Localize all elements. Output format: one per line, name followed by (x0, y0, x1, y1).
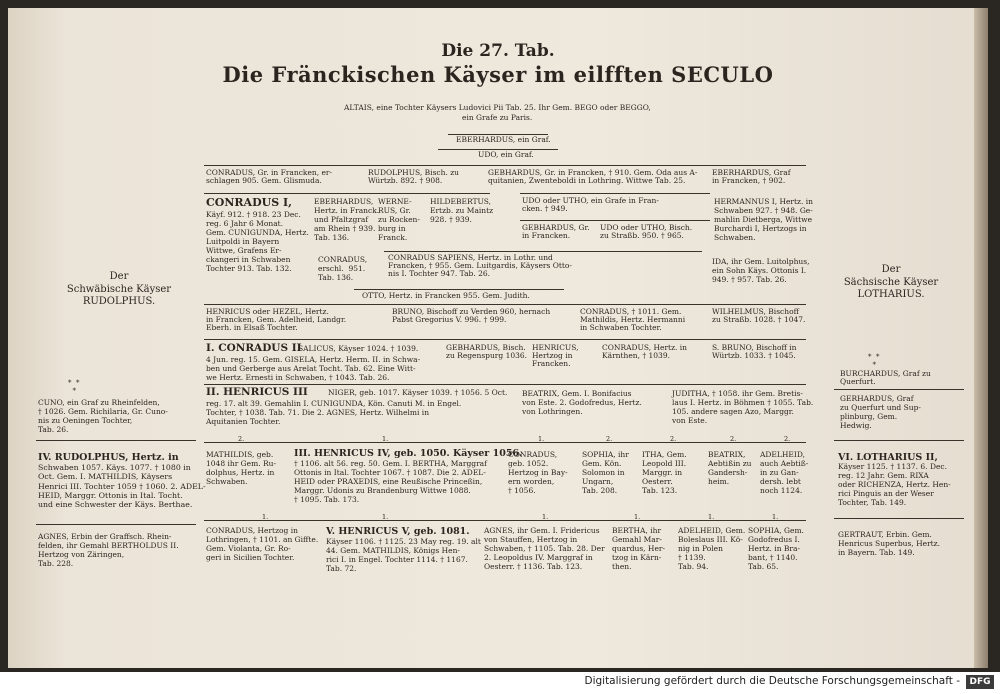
left-side-label: Der Schwäbische Käyser RUDOLPHUS. (66, 271, 172, 307)
beatrix-i: BEATRIX, Gem. I. Bonifacius von Este. 2. Godofredus, Hertz. von Lothringen. (522, 389, 642, 416)
row4-sophia: SOPHIA, ihr Gem. Kön. Solomon in Ungarn, Tab. 208. (582, 450, 629, 495)
row4-itha: ITHA, Gem. Leopold III. Marggr. in Oesterr. Tab. 123. (642, 450, 687, 495)
udo-iii: UDO oder UTHO, Bisch. zu Straßb. 950. † 965. (600, 223, 693, 241)
row5-conradus: CONRADUS, Hertzog in Lothringen, † 1101. an Giffte. Gem. Violanta, Gr. Ro- geri in Sicilien Tochter. (206, 526, 319, 562)
row1-rudolphus: RUDOLPHUS, Bisch. zu Würtzb. 892. † 908. (368, 168, 459, 186)
conradus-1011: CONRADUS, † 1011. Gem. Mathildis, Hertz. Hermanni in Schwaben Tochter. (580, 307, 686, 333)
juditha: JUDITHA, † 1058. ihr Gem. Bretis- laus I. Hertz. in Böhmen † 1055. Tab. 105. andere sagen Azo, Marggr. von Este. (672, 389, 814, 425)
henricus-iii-l0: NIGER, geb. 1017. Käyser 1039. † 1056. 5 Oct. (328, 388, 508, 397)
agnes-rheinfelden: AGNES, Erbin der Graffsch. Rhein- felden, ihr Gemahl BERTHOLDUS II. Hertzog von Zäringen, Tab. 228. (38, 532, 179, 568)
gebhardus-ii: GEBHARDUS, Gr. in Francken. (522, 223, 590, 241)
s-bruno: S. BRUNO, Bischoff in Würtzb. 1033. † 1045. (712, 343, 797, 361)
scanned-page: Die 27. Tab. Die Fränckischen Käyser im eilfften SECULO ALTAIS, eine Tochter Käysers Ludovici Pii Tab. 25. Ihr Gem. BEGO oder BEGGO, ein Grafe zu Paris. EBERHARDUS, ein Graf. UDO, ein Graf. CONRADUS, Gr. in Francken, er- schlagen 905. Gem. Glismuda. RUDOLPHUS, Bisch. zu Würtzb. 892. † 908. GEBHARDUS, Gr. in Francken, † 910. Gem. Oda aus A- quitanien, Zwenteboldi in Lothring. Wittwe Tab. 25. EBERHARDUS, Graf in Francken, † 902. CONRADUS I, Käyf. 912. † 918. 23 Dec. reg. 6 Jahr 6 Monat. Gem. CUNIGUNDA, Hertz. Luitpoldi in Bayern Wittwe, Grafens Er- ckangeri in Schwaben Tochter 913. Tab. 132. EBERHARDUS, Hertz. in Franck. und Pfaltzgraf am Rhein † 939. Tab. 136. WERNE- RUS, Gr. zu Rocken- burg in Franck. HILDEBERTUS, Ertzb. zu Maintz 928. † 939. UDO oder UTHO, ein Grafe in Fran- cken. † 949. GEBHARDUS, Gr. in Francken. UDO oder UTHO, Bisch. zu Straßb. 950. † 965. HERMANNUS I, Hertz. in Schwaben 927. † 948. Ge- mahlin Dietberga, Wittwe Burchardi I, Hertzogs in Schwaben. CONRADUS, erschl. 951. Tab. 136. CONRADUS SAPIENS, Hertz. in Lothr. und Francken, † 955. Gem. Luitgardis, Käysers Otto- nis I. Tochter 947. Tab. 26. IDA, ihr Gem. Luitolphus, ein Sohn Käys. Ottonis I. 949. † 957. Tab. 26. OTTO, Hertz. in Francken 955. Gem. Judith. HENRICUS oder HEZEL, Hertz. in Francken, Gem. Adelheid, Landgr. Eberh. in Elsaß Tochter. BRUNO, Bischoff zu Verden 960, hernach Pabst Gregorius V. 996. † 999. CONRADUS, † 1011. Gem. Mathildis, Hertz. Hermanni in Schwaben Tochter. WILHELMUS, Bischoff zu Straßb. 1028. † 1047. I. CONRADUS II SALICUS, Käyser 1024. † 1039. 4 Jun. reg. 15. Gem. GISELA, Hertz. Herm. II. in Schwa- ben und Gerberge aus Arelat Tocht. Tab. 62. Eine Witt- we Hertz. Ernesti in Schwaben, † 1043. Tab. 26. GEBHARDUS, Bisch. zu Regenspurg 1036. HENRICUS, Hertzog in Francken. CONRADUS, Hertz. in Kärnthen, † 1039. S. BRUNO, Bischoff in Würtzb. 1033. † 1045. II. HENRICUS III NIGER, geb. 1017. Käyser 1039. † 1056. 5 Oct. reg. 17. alt 39. Gemahlin I. CUNIGUNDA, Kön. Canuti M. in Engel. Tochter, † 1038. Tab. 71. Die 2. AGNES, Hertz. Wilhelmi in Aquitanien Tochter. BEATRIX, Gem. I. Bonifacius von Este. 2. Godofredus, Hertz. von Lothringen. JUDITHA, † 1058. ihr Gem. Bretis- laus I. Hertz. in Böhmen † 1055. Tab. 105. andere sagen Azo, Marggr. von Este. Der Schwäbische Käyser RUDOLPHUS. * * * CUNO, ein Graf zu Rheinfelden, † 1026. Gem. Richilaria, Gr. Cuno- nis zu Oeningen Tochter, Tab. 26. IV. RUDOLPHUS, Hertz. in Schwaben 1057. Käys. 1077. † 1080 in Oct. Gem. I. MATHILDIS, Käysers Henrici III. Tochter 1059 † 1060. 2. ADEL- HEID, Marggr. Ottonis in Ital. Tocht. und eine Schwester der Käys. Berthae. AGNES, Erbin der Graffsch. Rhein- felden, ihr Gemahl BERTHOLDUS II. Hertzog von Zäringen, Tab. 228. Der Sächsische Käyser LOTHARIUS. * * * BURCHARDUS, Graf zu Querfurt. GERHARDUS, Graf zu Querfurt und Sup- plinburg, Gem. Hedwig. VI. LOTHARIUS II, Käyser 1125. † 1137. 6. Dec. reg. 12 Jahr. Gem. RIXA oder RICHENZA, Hertz. Hen- rici Pinguis an der Weser Tochter, Tab. 149. GERTRAUT, Erbin. Gem. Henricus Superbus, Hertz. in Bayern. Tab. 149. 2. MATHILDIS, geb. 1048 ihr Gem. Ru- dolphus, Hertz. in Schwaben. 1. III. HENRICUS IV, geb. 1050. Käyser 1056. † 1106. alt 56. reg. 50. Gem. I. BERTHA, Marggraf Ottonis in Ital. Tochter 1067. † 1087. Die 2. ADEL- HEID oder PRAXEDIS, eine Reußische Princeßin, Marggr. Udonis zu Brandenburg Wittwe 1088. † 1095. Tab. 173. 1. CONRADUS, geb. 1052. Hertzog in Bay- ern worden, † 1056. 2. SOPHIA, ihr Gem. Kön. Solomon in Ungarn, Tab. 208. 2. ITHA, Gem. Leopold III. Marggr. in Oesterr. Tab. 123. 2. BEATRIX, Aebtißin zu Gandersh- heim. 2. ADELHEID, auch Aebtiß- in zu Gan- dersh. lebt noch 1124. 1. CONRADUS, Hertzog in Lothringen, † 1101. an Giffte. Gem. Violanta, Gr. Ro- geri in Sicilien Tochter. 1. V. HENRICUS V, geb. 1081. Käyser 1106. † 1125. 23 May reg. 19. alt 44. Gem. MATHILDIS, Königs Hen- rici I. in Engel. Tochter 1114. † 1167. Tab. 72. 1. AGNES, ihr Gem. I. Fridericus von Stauffen, Hertzog in Schwaben, † 1105. Tab. 28. Der 2. Leopoldus IV. Marggraf in Oesterr. † 1136. Tab. 123. 1. BERTHA, ihr Gemahl Mar- quardus, Her- tzog in Kärn- then. 1. ADELHEID, Gem. Boleslaus III. Kö- nig in Polen † 1139. Tab. 94. 1. SOPHIA, Gem. Godofredus I. Hertz. in Bra- bant, † 1140. Tab. 65. (8, 8, 988, 668)
table-number: Die 27. Tab. (441, 41, 555, 61)
conradus-ii-l0: SALICUS, Käyser 1024. † 1039. (298, 344, 419, 353)
row1-conradus: CONRADUS, Gr. in Francken, er- schlagen 905. Gem. Glismuda. (206, 168, 333, 186)
hermannus-i: HERMANNUS I, Hertz. in Schwaben 927. † 948. Ge- mahlin Dietberga, Wittwe Burchardi I, Hertzogs in Schwaben. (714, 197, 813, 242)
conradus-sapiens: CONRADUS SAPIENS, Hertz. in Lothr. und Francken, † 955. Gem. Luitgardis, Käysers Otto- nis I. Tochter 947. Tab. 26. (388, 253, 572, 279)
henricus-hezel: HENRICUS oder HEZEL, Hertz. in Francken, Gem. Adelheid, Landgr. Eberh. in Elsaß Tochter. (206, 307, 347, 333)
page-title: Die Fränckischen Käyser im eilfften SECULO (222, 62, 774, 87)
eberhardus-entry: EBERHARDUS, ein Graf. (456, 135, 551, 144)
conradus-b: CONRADUS, erschl. 951. Tab. 136. (318, 255, 368, 282)
row1-gebhardus: GEBHARDUS, Gr. in Francken, † 910. Gem. Oda aus A- quitanien, Zwenteboldi in Lothring. Wittwe Tab. 25. (488, 168, 698, 186)
row5-sophia: SOPHIA, Gem. Godofredus I. Hertz. in Bra- bant, † 1140. Tab. 65. (748, 526, 804, 571)
row4-beatrix: BEATRIX, Aebtißin zu Gandersh- heim. (708, 450, 752, 486)
row5-adelheid: ADELHEID, Gem. Boleslaus III. Kö- nig in Polen † 1139. Tab. 94. (678, 526, 746, 571)
udo-entry: UDO, ein Graf. (478, 150, 534, 159)
row4-adelheid: ADELHEID, auch Aebtiß- in zu Gan- dersh. lebt noch 1124. (760, 450, 809, 495)
row5-bertha: BERTHA, ihr Gemahl Mar- quardus, Her- tzog in Kärn- then. (612, 526, 666, 571)
right-side-label: Der Sächsische Käyser LOTHARIUS. (843, 264, 939, 300)
udo-ii: UDO oder UTHO, ein Grafe in Fran- cken. † 949. (522, 196, 659, 214)
henricus-iii-name: II. HENRICUS III (206, 386, 308, 398)
row4-henricus-iv: III. HENRICUS IV, geb. 1050. Käyser 1056. † 1106. alt 56. reg. 50. Gem. I. BERTHA, Marggraf Ottonis in Ital. Tochter 1067. † 1087. Die 2. ADEL- HEID oder PRAXEDIS, eine Reußische Princeßin, Marggr. Udonis zu Brandenburg Wittwe 1088. † 1095. Tab. 173. (294, 448, 523, 505)
burchardus-entry: BURCHARDUS, Graf zu Querfurt. (840, 369, 931, 387)
conradus-ii-details: 4 Jun. reg. 15. Gem. GISELA, Hertz. Herm. II. in Schwa- ben und Gerberge aus Arelat Tocht. Tab. 62. Eine Witt- we Hertz. Ernesti in Schwaben, † 1043. Tab. 26. (206, 355, 421, 382)
ida: IDA, ihr Gem. Luitolphus, ein Sohn Käys. Ottonis I. 949. † 957. Tab. 26. (712, 257, 810, 284)
gebhardus-regensburg: GEBHARDUS, Bisch. zu Regenspurg 1036. (446, 343, 528, 361)
henricus-iii-details: reg. 17. alt 39. Gemahlin I. CUNIGUNDA, Kön. Canuti M. in Engel. Tochter, † 1038. Tab. 71. Die 2. AGNES, Hertz. Wilhelmi in Aquitanien Tochter. (206, 399, 462, 426)
conradus-i-name: CONRADUS I, (206, 196, 292, 209)
rudolphus-entry: IV. RUDOLPHUS, Hertz. in Schwaben 1057. Käys. 1077. † 1080 in Oct. Gem. I. MATHILDIS, Käysers Henrici III. Tochter 1059 † 1060. 2. ADEL- HEID, Marggr. Ottonis in Ital. Tocht. und eine Schwester der Käys. Berthae. (38, 452, 206, 509)
funding-credit: Digitalisierung gefördert durch die Deutsche Forschungsgemeinschaft - (584, 675, 960, 687)
row1-eberhardus: EBERHARDUS, Graf in Francken, † 902. (712, 168, 791, 186)
eberhardus-ii: EBERHARDUS, Hertz. in Franck. und Pfaltzgraf am Rhein † 939. Tab. 136. (314, 197, 380, 242)
book-spine (974, 8, 988, 668)
asterisks-right: * * * (868, 353, 880, 369)
conradus-i-details: Käyf. 912. † 918. 23 Dec. reg. 6 Jahr 6 Monat. Gem. CUNIGUNDA, Hertz. Luitpoldi in Bayern Wittwe, Grafens Er- ckangeri in Schwaben Tochter 913. Tab. 132. (206, 210, 309, 273)
conradus-kaernthen: CONRADUS, Hertz. in Kärnthen, † 1039. (602, 343, 688, 361)
henricus-francken: HENRICUS, Hertzog in Francken. (532, 343, 579, 369)
altais-entry: ALTAIS, eine Tochter Käysers Ludovici Pii Tab. 25. Ihr Gem. BEGO oder BEGGO, (344, 103, 651, 112)
wilhelmus: WILHELMUS, Bischoff zu Straßb. 1028. † 1047. (712, 307, 806, 325)
bruno-pope: BRUNO, Bischoff zu Verden 960, hernach Pabst Gregorius V. 996. † 999. (392, 307, 551, 325)
row5-henricus-v: V. HENRICUS V, geb. 1081. Käyser 1106. † 1125. 23 May reg. 19. alt 44. Gem. MATHILDIS, Königs Hen- rici I. in Engel. Tochter 1114. † 1167. Tab. 72. (326, 526, 481, 574)
conradus-ii-name: I. CONRADUS II (206, 342, 302, 354)
cuno-entry: CUNO, ein Graf zu Rheinfelden, † 1026. Gem. Richilaria, Gr. Cuno- nis zu Oeningen Tochter, Tab. 26. (38, 398, 168, 434)
hildebertus: HILDEBERTUS, Ertzb. zu Maintz 928. † 939. (430, 197, 494, 224)
lotharius-entry: VI. LOTHARIUS II, Käyser 1125. † 1137. 6. Dec. reg. 12 Jahr. Gem. RIXA oder RICHENZA, Hertz. Hen- rici Pinguis an der Weser Tochter, Tab. 149. (838, 452, 951, 507)
otto: OTTO, Hertz. in Francken 955. Gem. Judith. (362, 291, 530, 300)
row5-agnes: AGNES, ihr Gem. I. Fridericus von Stauffen, Hertzog in Schwaben, † 1105. Tab. 28. Der 2. Leopoldus IV. Marggraf in Oesterr. † 1136. Tab. 123. (484, 526, 605, 571)
dfg-logo-icon: DFG (966, 675, 994, 689)
gertraut-entry: GERTRAUT, Erbin. Gem. Henricus Superbus, Hertz. in Bayern. Tab. 149. (838, 530, 941, 557)
asterisks-left: * * * (68, 379, 80, 395)
row4-conradus: CONRADUS, geb. 1052. Hertzog in Bay- ern worden, † 1056. (508, 450, 568, 495)
gerhardus-entry: GERHARDUS, Graf zu Querfurt und Sup- plinburg, Gem. Hedwig. (840, 394, 921, 430)
row4-mathildis: MATHILDIS, geb. 1048 ihr Gem. Ru- dolphus, Hertz. in Schwaben. (206, 450, 276, 486)
altais-entry-cont: ein Grafe zu Paris. (462, 113, 533, 122)
wernerus: WERNE- RUS, Gr. zu Rocken- burg in Franck. (378, 197, 420, 242)
